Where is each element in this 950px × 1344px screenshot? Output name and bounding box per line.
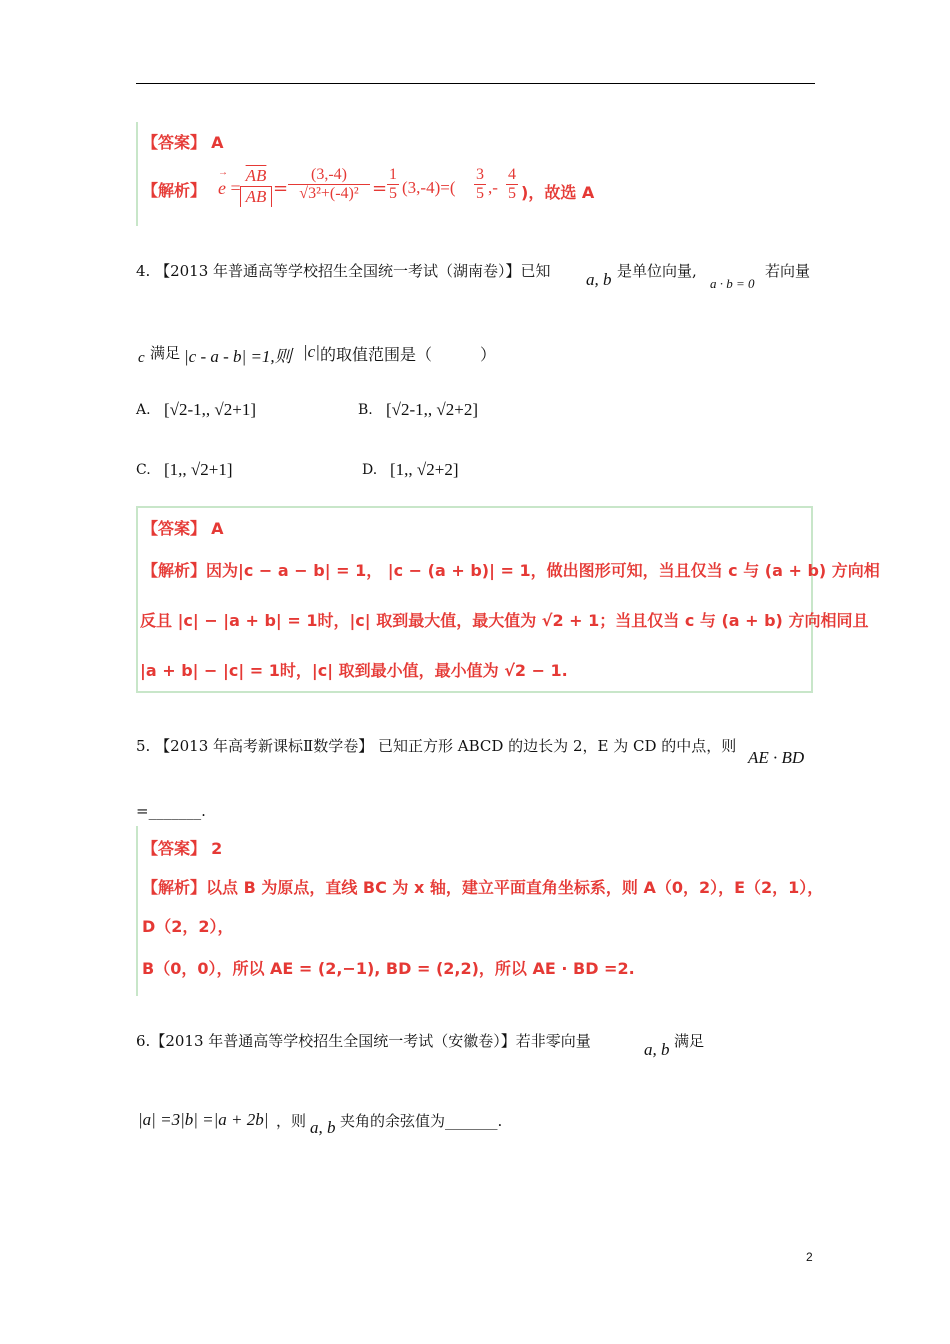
q4-source: 【2013 年普通高等学校招生全国统一考试（湖南卷）】已知 (155, 262, 551, 280)
frac2-numerator: (3,-4) (288, 166, 370, 185)
eq-sign-3: = (372, 178, 388, 199)
q6-number: 6. (136, 1032, 151, 1050)
q5-text: 【2013 年高考新课标Ⅱ数学卷】 已知正方形 ABCD 的边长为 2，E 为 CD 的中点，则 (155, 737, 737, 755)
q4-text2: 若向量 (765, 262, 811, 280)
frac5-denominator: 5 (508, 185, 516, 202)
q4-number: 4. (136, 262, 151, 280)
q4-optD: [1,, √2+2] (390, 460, 459, 479)
frac-1-5 (387, 166, 399, 203)
frac-3-5 (474, 166, 486, 203)
q4-ab: a, b (586, 270, 612, 289)
comma: ,- (488, 178, 498, 197)
q4-dot: a · b = 0 (710, 276, 755, 291)
eq-sign-2: = (273, 178, 289, 199)
formula-tail: )，故选 A (521, 183, 595, 202)
frac4-denominator: 5 (476, 185, 484, 202)
frac-4-5 (506, 166, 518, 203)
answer-line-4 (142, 516, 224, 539)
page-number: 2 (806, 1250, 813, 1264)
frac3-numerator: 1 (389, 166, 397, 183)
analysis-line-2: 反且 |c| − |a + b| = 1时，|c| 取到最大值，最大值为 √2 + 1；当且仅当 c 与 (a + b) 方向相同且 (140, 611, 869, 630)
ab-denominator: AB (240, 187, 272, 207)
q6-text: 【2013 年普通高等学校招生全国统一考试（安徽卷）】若非零向量 (150, 1032, 591, 1050)
q6-ab2: a, b (310, 1118, 336, 1137)
e-vector: → e (218, 178, 226, 199)
q4-optB-label: B. (358, 402, 373, 418)
frac2-denominator: √3²+(-4)² (299, 185, 359, 202)
q6-text3: ，则 (276, 1112, 307, 1130)
answer-label-5: 【答案】 (142, 839, 207, 858)
q4-text4: 的取值范围是（ ） (320, 345, 497, 364)
frac3-denominator: 5 (389, 185, 397, 202)
q4-optA-label: A. (136, 402, 151, 418)
eq-sign: = (230, 178, 241, 198)
answer-line (142, 130, 224, 153)
q4-text3: 满足 (150, 344, 181, 362)
answer-label: 【答案】 (142, 133, 207, 152)
q4-cond: |c - a - b| =1,则 (184, 347, 292, 366)
q4-optC-label: C. (136, 462, 151, 478)
frac-magnitude (288, 166, 370, 203)
formula-e (218, 178, 241, 199)
q6-text2: 满足 (674, 1032, 705, 1050)
frac5-numerator: 4 (508, 166, 516, 183)
question-6 (136, 1030, 591, 1052)
q4-optB: [√2-1,, √2+2] (386, 400, 478, 419)
analysis5-text-1: 以点 B 为原点，直线 BC 为 x 轴，建立平面直角坐标系，则 A（0，2），E（2，1）， (206, 878, 824, 897)
mid-expr: (3,-4)=( (402, 178, 456, 197)
frac-ab (240, 166, 272, 207)
answer-value-5: 2 (211, 839, 223, 858)
top-rule (136, 83, 815, 84)
analysis5-line-3: B（0，0），所以 AE = (2,−1), BD = (2,2)，所以 AE · BD =2. (142, 959, 635, 978)
q5-number: 5. (136, 737, 151, 755)
q6-text4: 夹角的余弦值为_______. (340, 1112, 503, 1130)
q6-cond: |a| =3|b| =|a + 2b| (138, 1110, 269, 1129)
answer-label-4: 【答案】 (142, 519, 207, 538)
q4-text1: 是单位向量, (617, 262, 697, 280)
q4-optA: [√2-1,, √2+1] (164, 400, 256, 419)
q4-optD-label: D. (362, 462, 378, 478)
question-5 (136, 735, 736, 757)
analysis-label-5: 【解析】 (142, 878, 207, 897)
answer-value-4: A (211, 519, 224, 538)
q4-c: c (138, 350, 145, 366)
answer-line-5 (142, 836, 222, 859)
analysis-label-4: 【解析】 (142, 561, 207, 580)
ab-numerator: $\overline{AB}$ (240, 166, 272, 187)
analysis-line-3: |a + b| − |c| = 1时，|c| 取到最小值，最小值为 √2 − 1. (140, 661, 568, 680)
q4-absc: |c| (303, 342, 320, 361)
analysis5-line-2: D（2，2）， (142, 917, 234, 936)
analysis-label: 【解析】 (142, 181, 207, 200)
q5-expr: AE · BD (748, 748, 805, 767)
answer-value: A (211, 133, 224, 152)
analysis5-line-1 (142, 875, 823, 898)
frac4-numerator: 3 (476, 166, 484, 183)
q4-optC: [1,, √2+1] (164, 460, 233, 479)
q6-ab: a, b (644, 1040, 670, 1059)
analysis-line-1 (142, 558, 880, 581)
q5-blank: =_______. (136, 802, 206, 820)
analysis-text-1: 因为|c − a − b| = 1， |c − (a + b)| = 1，做出图形可知，当且仅当 c 与 (a + b) 方向相 (206, 561, 880, 580)
